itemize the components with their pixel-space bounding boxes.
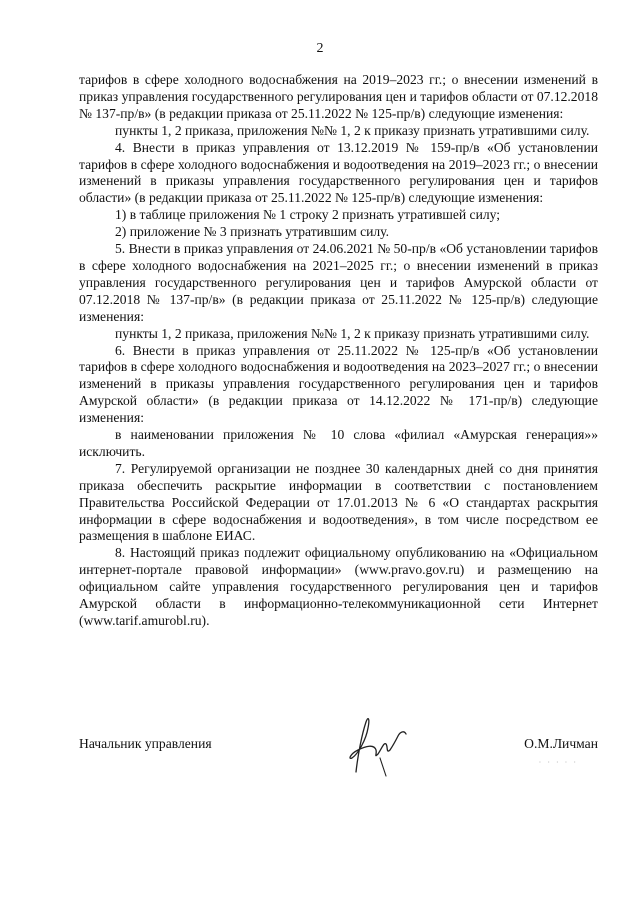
paragraph-item-7: 7. Регулируемой организации не позднее 30 календарных дней со дня принятия приказа обеспечить раскрытие информации в соответствии с постановлением Правительства Российской Федерации от 17.01.2013 № 6 «О стандартах раскрытия информации в сфере водоснабжения и водоотведения», в том числе посредством ее размещения в шаблоне ЕИАС. — [79, 460, 598, 544]
document-body — [79, 72, 598, 630]
paragraph-continuation: тарифов в сфере холодного водоснабжения на 2019–2023 гг.; о внесении изменений в приказ управления государственного регулирования цен и тарифов области от 07.12.2018 № 137-пр/в» (в редакции приказа от 25.11.2022 № 125-пр/в) следующие изменения: — [79, 72, 598, 121]
paragraph-item-3-changes: пункты 1, 2 приказа, приложения №№ 1, 2 к приказу признать утратившими силу. — [115, 122, 590, 138]
signer-title: Начальник управления — [79, 736, 212, 751]
paragraph-item-8: 8. Настоящий приказ подлежит официальному опубликованию на «Официальном интернет-портале правовой информации» (www.pravo.gov.ru) и размещению на официальном сайте управления государственного регулирования цен и тарифов Амурской области в информационно-телекоммуникационной сети Интернет (www.tarif.amurobl.ru). — [79, 545, 598, 628]
page-number: 2 — [316, 41, 324, 56]
signature-block — [79, 736, 598, 816]
paragraph-item-6: 6. Внести в приказ управления от 25.11.2022 № 125-пр/в «Об установлении тарифов в сфере холодного водоснабжения и водоотведения на 2023–2027 гг.; о внесении изменений в приказы управления государственного регулирования цен и тарифов Амурской области» (в редакции приказа от 14.12.2022 № 171-пр/в) следующие изменения: — [79, 342, 598, 426]
paragraph-item-4-sub-1: 1) в таблице приложения № 1 строку 2 признать утратившей силу; — [115, 207, 501, 223]
paragraph-item-5: 5. Внести в приказ управления от 24.06.2021 № 50-пр/в «Об установлении тарифов в сфере холодного водоснабжения на 2021–2025 гг.; о внесении изменений в приказ управления государственного регулирования цен и тарифов Амурской области от 07.12.2018 № 137-пр/в» (в редакции приказа от 25.11.2022 № 125-пр/в) следующие изменения: — [79, 241, 598, 324]
paragraph-item-4: 4. Внести в приказ управления от 13.12.2019 № 159-пр/в «Об установлении тарифов в сфере холодного водоснабжения и водоотведения на 2019–2023 гг.; о внесении изменений в приказы управления государственного регулирования цен и тарифов области» (в редакции приказа от 25.11.2022 № 125-пр/в) следующие изменения: — [79, 139, 598, 206]
paragraph-item-6-changes: в наименовании приложения № 10 слова «филиал «Амурская генерация»» исключить. — [79, 427, 598, 459]
paragraph-item-5-changes: пункты 1, 2 приказа, приложения №№ 1, 2 к приказу признать утратившими силу. — [115, 325, 590, 341]
handwritten-signature — [344, 714, 414, 778]
faint-mark: · · · · · — [538, 758, 578, 767]
paragraph-item-4-sub-2: 2) приложение № 3 признать утратившим силу. — [115, 224, 389, 240]
signer-name: О.М.Личман — [524, 736, 598, 751]
